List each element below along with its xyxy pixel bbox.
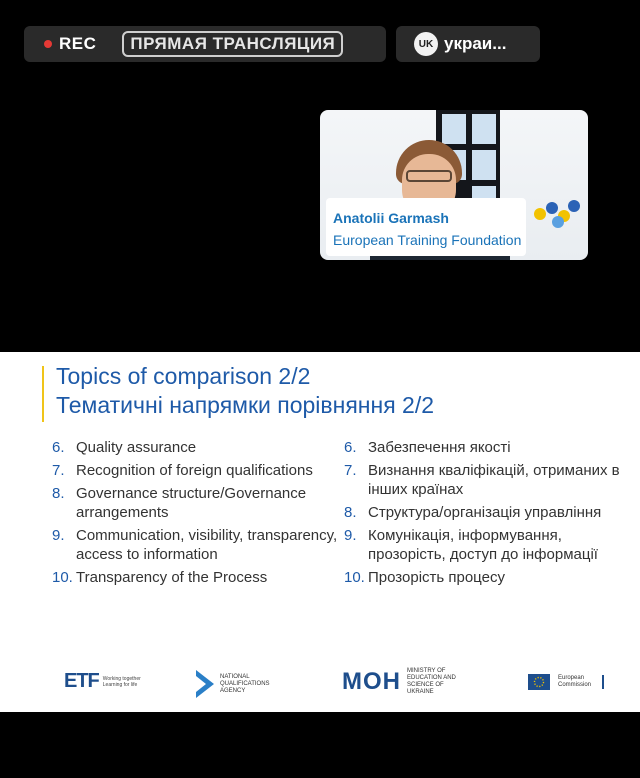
slide-title-en: Topics of comparison 2/2 — [56, 363, 311, 389]
item-number: 9. — [344, 527, 357, 544]
list-item — [52, 526, 342, 564]
eu-flag-icon — [528, 674, 550, 690]
item-number: 6. — [52, 439, 65, 456]
item-number: 9. — [52, 527, 65, 544]
etf-logo-mark: ETF — [64, 670, 99, 692]
slide-title — [56, 362, 434, 420]
list-item — [344, 503, 634, 522]
item-text: Визнання кваліфікацій, отриманих в інших країнах — [368, 462, 620, 498]
speaker-organization: European Training Foundation — [333, 232, 522, 248]
list-item — [52, 484, 342, 522]
item-number: 7. — [344, 462, 357, 479]
nqa-arrow-icon — [196, 670, 214, 698]
glasses-icon — [406, 170, 452, 182]
item-text: Governance structure/Governance arrangements — [76, 485, 307, 521]
recording-dot-icon — [44, 40, 52, 48]
language-selector[interactable] — [396, 26, 540, 62]
nqa-logo — [196, 670, 274, 698]
rec-label: REC — [59, 34, 97, 53]
shared-presentation-slide — [0, 352, 640, 712]
ministry-logo — [342, 668, 467, 696]
partner-logos — [0, 664, 640, 708]
item-number: 7. — [52, 462, 65, 479]
speaker-video-tile[interactable] — [320, 110, 588, 260]
language-label: украи... — [444, 34, 507, 53]
european-commission-logo — [528, 674, 604, 690]
slide-title-uk: Тематичні напрямки порівняння 2/2 — [56, 392, 435, 418]
list-item — [344, 461, 634, 499]
list-item — [52, 568, 342, 587]
item-text: Communication, visibility, transparency, access to information — [76, 527, 338, 563]
language-code-icon: UK — [414, 32, 438, 56]
ec-text: European Commission — [558, 675, 604, 689]
list-item — [52, 461, 342, 480]
item-text: Комунікація, інформування, прозорість, доступ до інформації — [368, 527, 598, 563]
recording-status-bar — [24, 26, 386, 62]
item-text: Прозорість процесу — [368, 569, 505, 586]
live-stream-badge: ПРЯМАЯ ТРАНСЛЯЦИЯ — [122, 31, 343, 57]
topics-list-english — [52, 438, 342, 591]
item-text: Recognition of foreign qualifications — [76, 462, 313, 479]
item-number: 8. — [52, 485, 65, 502]
item-number: 6. — [344, 439, 357, 456]
title-accent-rule — [42, 366, 44, 422]
ministry-text: MINISTRY OF EDUCATION AND SCIENCE OF UKRAINE — [407, 668, 456, 695]
topics-list-ukrainian — [344, 438, 634, 591]
item-number: 10. — [344, 569, 365, 586]
item-number: 8. — [344, 504, 357, 521]
speaker-name: Anatolii Garmash — [333, 210, 449, 226]
list-item — [52, 438, 342, 457]
item-text: Структура/організація управління — [368, 504, 602, 521]
list-item — [344, 526, 634, 564]
item-text: Quality assurance — [76, 439, 197, 456]
etf-tagline: Working together Learning for life — [102, 675, 141, 688]
item-text: Transparency of the Process — [76, 569, 268, 586]
etf-logo — [64, 670, 149, 693]
nqa-text: NATIONAL QUALIFICATIONS AGENCY — [220, 673, 270, 694]
list-item — [344, 438, 634, 457]
item-number: 10. — [52, 569, 73, 586]
speaker-nameplate — [326, 198, 526, 256]
ministry-logo-mark: МОН — [342, 668, 401, 695]
list-item — [344, 568, 634, 587]
wall-stickers — [532, 198, 584, 228]
item-text: Забезпечення якості — [368, 439, 511, 456]
